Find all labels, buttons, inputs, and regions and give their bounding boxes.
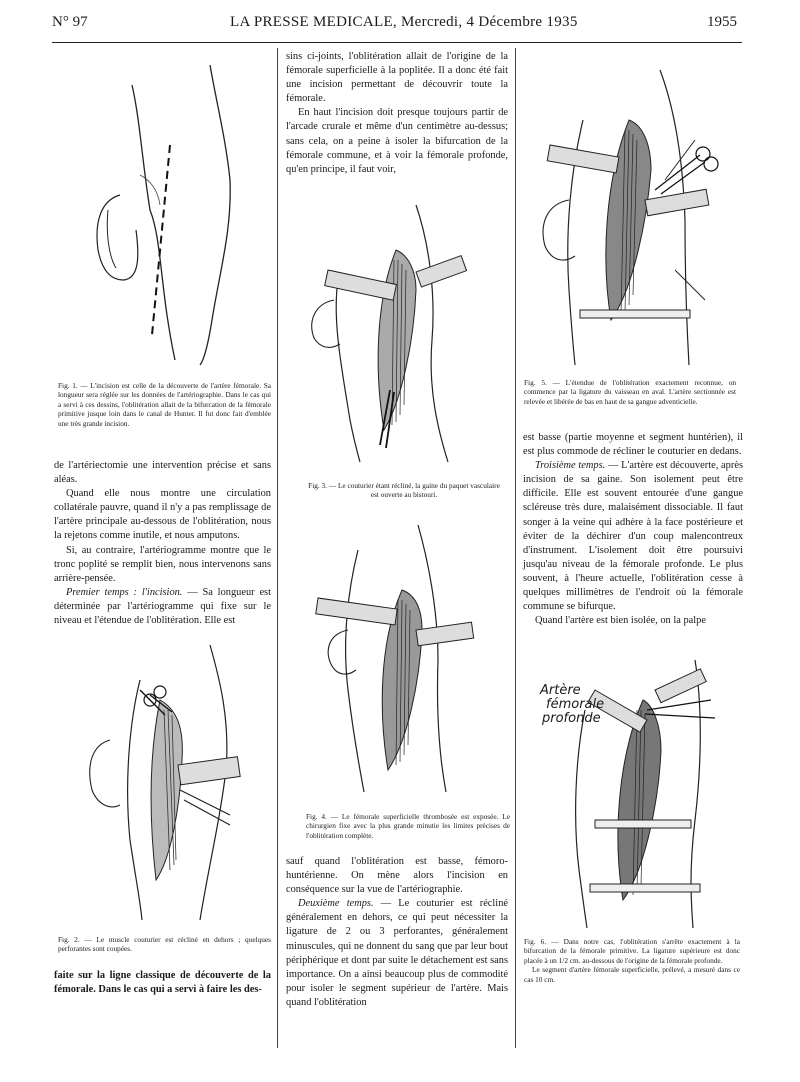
- figure-1-caption: Fig. 1. — L'incision est celle de la découverte de l'artère fémorale. Sa longueur sera réglée sur les données de l'artériographie. Dans le cas qui a servi à ces dessins, l'oblitération allait de la bifurcation de la fémorale primitive jusque loin dans le canal de Hunter. Il fut donc fait d'emblée une très grande incision.: [58, 381, 271, 428]
- issue-date: Mercredi, 4 Décembre 1935: [401, 14, 578, 30]
- figure-3-drawing: [298, 200, 508, 468]
- paragraph: de l'artériectomie une intervention précise et sans aléas.: [54, 460, 271, 486]
- section-text: — Sa longueur est déterminée par l'artériogramme qui fixe sur le niveau et l'étendue de l'oblitération. Elle est: [54, 586, 271, 627]
- paragraph: sins ci-joints, l'oblitération allait de l'origine de la fémorale superficielle à la poplitée. Il a donc été fait une incision permettant de découvrir toute la fémorale.: [286, 51, 508, 105]
- figure-6-caption: Fig. 6. — Dans notre cas, l'oblitération s'arrête exactement à la bifurcation de la fémorale primitive. La ligature supérieure est donc placée à un 1/2 cm. au-dessous de l'origine de la fémorale profonde. Le segment d'artère fémorale superficielle, prélevé, a mesuré dans ce cas 10 cm.: [524, 937, 740, 984]
- figure-1-drawing: [80, 60, 270, 370]
- figure-4-drawing: [298, 520, 508, 798]
- figure-2-drawing: [80, 640, 270, 925]
- page-number: 1955: [707, 14, 737, 30]
- figure-3-caption: Fig. 3. — Le couturier étant récliné, la gaine du paquet vasculaire est ouverte au bistouri.: [308, 481, 500, 500]
- header-rule: [52, 42, 742, 43]
- paragraph: Si, au contraire, l'artériogramme montre que le tronc poplité se remplit bien, nous intervenons sans arrière-pensée.: [54, 544, 271, 584]
- paragraph: En haut l'incision doit presque toujours partir de l'arcade crurale et même d'un centimètre au-dessus; sans cela, on a peine à isoler la bifurcation de la fémorale commune, et à voir la fémorale profonde, qu'en principe, il faut voir,: [286, 107, 508, 175]
- section-title: Deuxième temps.: [298, 898, 374, 910]
- journal-title: [230, 14, 578, 31]
- col2-text-bottom: [286, 855, 508, 1010]
- figure-4-caption: Fig. 4. — Le fémorale superficielle thrombosée est exposée. Le chirurgien fixe avec la plus grande minutie les limites précises de l'oblitération complète.: [306, 812, 510, 840]
- paragraph: Quand elle nous montre une circulation collatérale pauvre, quand il n'y a pas remplissage de l'artère principale au-dessous de l'oblitération, nous la rejetons comme inutile, et nous amputons.: [54, 488, 271, 542]
- section-text: — L'artère est découverte, après incision de sa gaine. Son isolement peut être difficile. Elle est souvent entourée d'une gangue scléreuse très dure, malaisément dissociable. Il faut songer à la veine qui adhère à la face postérieure et éviter de la déchirer d'un coup malencontreux d'instrument. L'isolement doit être poursuivi jusqu'au niveau de la fémorale profonde. Le plus souvent, à l'heure actuelle, l'oblitération cesse à quelques millimètres de l'endroit où la fémorale commune se bifurque.: [523, 460, 743, 613]
- column-divider-right: [515, 48, 516, 1048]
- journal-name: LA PRESSE MEDICALE,: [230, 14, 397, 30]
- figure-2-caption: Fig. 2. — Le muscle couturier est récliné en dehors ; quelques perforantes sont coupées.: [58, 935, 271, 954]
- figure-6-handwritten-label: Artère fémorale profonde: [540, 683, 605, 726]
- col3-text: [523, 431, 743, 628]
- col2-text-top: [286, 50, 508, 177]
- paragraph: est basse (partie moyenne et segment huntérien), il est plus commode de récliner le couturier en dedans.: [523, 432, 743, 458]
- figure-5-caption: Fig. 5. — L'étendue de l'oblitération exactement reconnue, on commence par la ligature du vaisseau en aval. L'artère sectionnée est relevée et libérée de bas en haut de sa gangue adventicielle.: [524, 378, 736, 406]
- paragraph: [54, 586, 271, 628]
- col1-text-bottom: [54, 969, 271, 997]
- paragraph: Quand l'artère est bien isolée, on la palpe: [535, 615, 706, 627]
- column-divider-left: [277, 48, 278, 1048]
- paragraph: [523, 459, 743, 614]
- section-text: — Le couturier est récliné généralement en dehors, ce qui peut nécessiter la ligature de 2 ou 3 perforantes, généralement minuscules, qui ne donnent du sang que par leur bout périphérique et dont par suite le détachement est sans importance. On a ainsi beaucoup plus de commodité pour isoler le segment supérieur de l'artère. Mais quand l'oblitération: [286, 898, 508, 1008]
- section-title: Premier temps : l'incision.: [66, 586, 183, 598]
- issue-number: N° 97: [52, 14, 88, 30]
- paragraph: faite sur la ligne classique de découverte de la fémorale. Dans le cas qui a servi à faire les des-: [54, 970, 271, 996]
- paragraph: [286, 897, 508, 1010]
- figure-5-drawing: [525, 60, 735, 370]
- paragraph: sauf quand l'oblitération est basse, fémoro-huntérienne. On mène alors l'incision en conséquence sur la vue de l'artériographie.: [286, 856, 508, 896]
- section-title: Troisième temps.: [535, 460, 606, 472]
- col1-text-top: [54, 459, 271, 628]
